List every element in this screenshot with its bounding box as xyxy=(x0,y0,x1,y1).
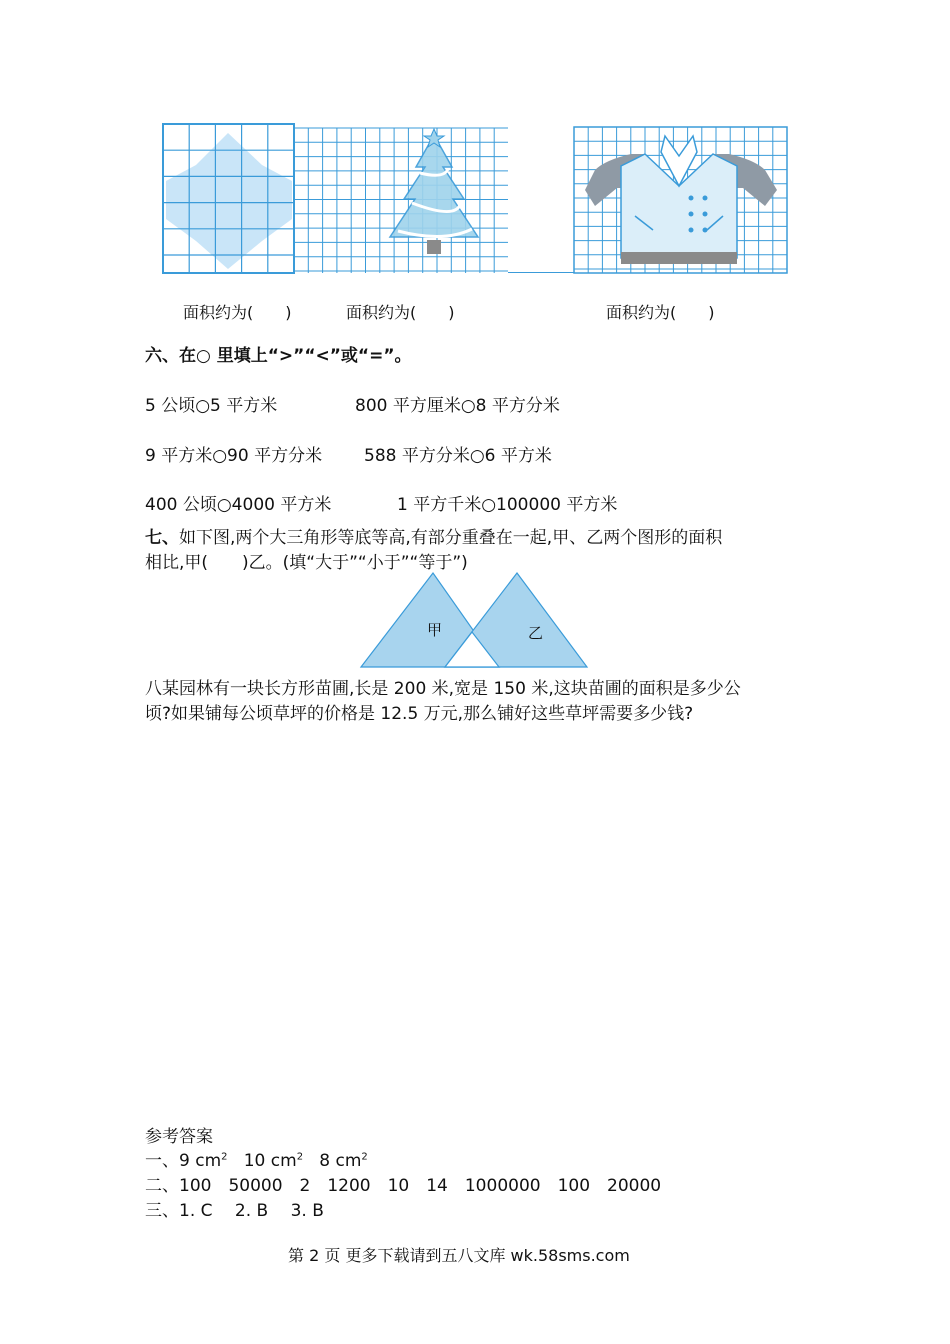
unit-sup: 2 xyxy=(296,1151,304,1163)
compare-item: 800 平方厘米○8 平方分米 xyxy=(355,396,560,416)
compare-item: 5 公顷○5 平方米 xyxy=(145,396,278,416)
triangle-label-yi: 乙 xyxy=(528,624,544,642)
unit-sup: 2 xyxy=(221,1151,228,1163)
unit-sup: 2 xyxy=(361,1151,368,1163)
grid-figure-jacket xyxy=(573,126,789,274)
grid-baseline xyxy=(508,272,574,273)
answer-1-item: 8 cm xyxy=(319,1151,362,1171)
section7-heading: 七、 xyxy=(145,528,179,548)
compare-item: 400 公顷○4000 平方米 xyxy=(145,495,332,515)
area-label-1: 面积约为( ) xyxy=(183,303,292,322)
triangle-label-jia: 甲 xyxy=(427,621,443,639)
answer-1-prefix: 一、 xyxy=(145,1151,179,1171)
grid-figure-shape xyxy=(162,123,296,274)
section7-text: 如下图,两个大三角形等底等高,有部分重叠在一起,甲、乙两个图形的面积 xyxy=(179,528,723,548)
area-label-3: 面积约为( ) xyxy=(606,303,715,322)
area-label-2: 面积约为( ) xyxy=(346,303,455,322)
section6-heading: 六、在○ 里填上“>”“<”或“=”。 xyxy=(145,346,412,366)
overlapping-triangles xyxy=(359,571,591,671)
answers-title: 参考答案 xyxy=(145,1127,213,1147)
section8-line2: 顷?如果铺每公顷草坪的价格是 12.5 万元,那么铺好这些草坪需要多少钱? xyxy=(145,704,694,724)
compare-item: 9 平方米○90 平方分米 xyxy=(145,446,323,466)
answer-3: 三、1. C 2. B 3. B xyxy=(145,1201,324,1221)
page-footer: 第 2 页 更多下载请到五八文库 wk.58sms.com xyxy=(288,1246,630,1265)
compare-item: 1 平方千米○100000 平方米 xyxy=(397,495,618,515)
grid-figure-tree xyxy=(294,123,510,274)
section8-line1: 八某园林有一块长方形苗圃,长是 200 米,宽是 150 米,这块苗圃的面积是多少公 xyxy=(145,679,741,699)
section7-line1 xyxy=(145,523,722,548)
answer-2: 二、100 50000 2 1200 10 14 1000000 100 20000 xyxy=(145,1176,662,1196)
answer-1-item: 9 cm xyxy=(179,1151,222,1171)
section7-line2: 相比,甲( )乙。(填“大于”“小于”“等于”) xyxy=(145,553,468,573)
answer-1 xyxy=(145,1146,368,1171)
answer-1-item: 10 cm xyxy=(243,1151,297,1171)
compare-item: 588 平方分米○6 平方米 xyxy=(364,446,552,466)
